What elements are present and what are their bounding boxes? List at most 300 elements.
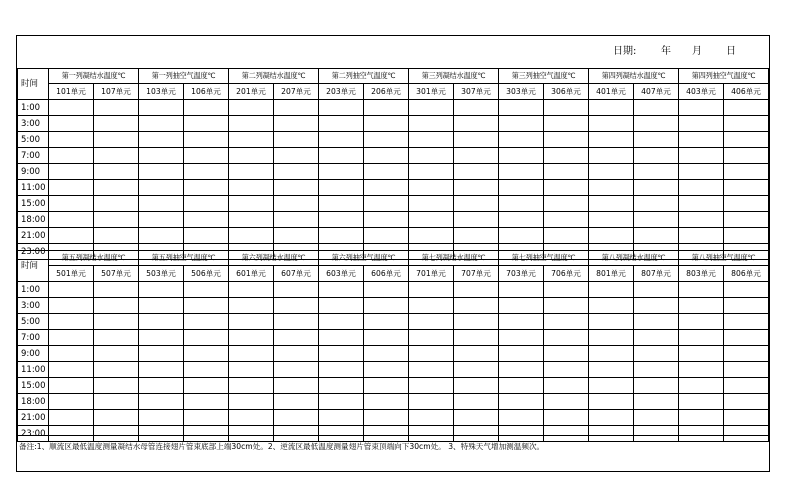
temperature-entry-cell[interactable] bbox=[499, 148, 544, 164]
temperature-entry-cell[interactable] bbox=[319, 180, 364, 196]
temperature-entry-cell[interactable] bbox=[184, 180, 229, 196]
temperature-entry-cell[interactable] bbox=[409, 148, 454, 164]
temperature-entry-cell[interactable] bbox=[544, 116, 589, 132]
temperature-entry-cell[interactable] bbox=[724, 148, 769, 164]
temperature-entry-cell[interactable] bbox=[364, 148, 409, 164]
temperature-entry-cell[interactable] bbox=[229, 116, 274, 132]
temperature-entry-cell[interactable] bbox=[229, 212, 274, 228]
temperature-entry-cell[interactable] bbox=[184, 164, 229, 180]
temperature-entry-cell[interactable] bbox=[229, 330, 274, 346]
temperature-entry-cell[interactable] bbox=[319, 346, 364, 362]
temperature-entry-cell[interactable] bbox=[544, 148, 589, 164]
temperature-entry-cell[interactable] bbox=[589, 362, 634, 378]
temperature-entry-cell[interactable] bbox=[184, 100, 229, 116]
temperature-entry-cell[interactable] bbox=[679, 282, 724, 298]
temperature-entry-cell[interactable] bbox=[49, 362, 94, 378]
temperature-entry-cell[interactable] bbox=[499, 212, 544, 228]
temperature-entry-cell[interactable] bbox=[184, 346, 229, 362]
temperature-entry-cell[interactable] bbox=[409, 298, 454, 314]
temperature-entry-cell[interactable] bbox=[229, 132, 274, 148]
temperature-entry-cell[interactable] bbox=[49, 196, 94, 212]
temperature-entry-cell[interactable] bbox=[679, 212, 724, 228]
temperature-entry-cell[interactable] bbox=[589, 330, 634, 346]
temperature-entry-cell[interactable] bbox=[94, 298, 139, 314]
temperature-entry-cell[interactable] bbox=[409, 228, 454, 244]
temperature-entry-cell[interactable] bbox=[184, 132, 229, 148]
temperature-entry-cell[interactable] bbox=[634, 212, 679, 228]
time-cell: 9:00 bbox=[18, 164, 49, 180]
temperature-entry-cell[interactable] bbox=[679, 180, 724, 196]
temperature-entry-cell[interactable] bbox=[454, 116, 499, 132]
temperature-entry-cell[interactable] bbox=[94, 378, 139, 394]
temperature-entry-cell[interactable] bbox=[274, 330, 319, 346]
temperature-entry-cell[interactable] bbox=[409, 314, 454, 330]
temperature-entry-cell[interactable] bbox=[544, 378, 589, 394]
temperature-entry-cell[interactable] bbox=[589, 346, 634, 362]
temperature-entry-cell[interactable] bbox=[319, 164, 364, 180]
temperature-entry-cell[interactable] bbox=[364, 132, 409, 148]
temperature-entry-cell[interactable] bbox=[94, 100, 139, 116]
temperature-entry-cell[interactable] bbox=[229, 100, 274, 116]
temperature-entry-cell[interactable] bbox=[139, 212, 184, 228]
temperature-entry-cell[interactable] bbox=[589, 298, 634, 314]
temperature-entry-cell[interactable] bbox=[454, 410, 499, 426]
temperature-entry-cell[interactable] bbox=[499, 100, 544, 116]
temperature-entry-cell[interactable] bbox=[274, 196, 319, 212]
temperature-entry-cell[interactable] bbox=[274, 180, 319, 196]
temperature-entry-cell[interactable] bbox=[139, 164, 184, 180]
temperature-entry-cell[interactable] bbox=[49, 132, 94, 148]
temperature-entry-cell[interactable] bbox=[139, 362, 184, 378]
temperature-entry-cell[interactable] bbox=[94, 362, 139, 378]
temperature-entry-cell[interactable] bbox=[589, 282, 634, 298]
temperature-entry-cell[interactable] bbox=[544, 100, 589, 116]
time-cell: 5:00 bbox=[18, 132, 49, 148]
temperature-entry-cell[interactable] bbox=[274, 346, 319, 362]
temperature-entry-cell[interactable] bbox=[679, 410, 724, 426]
temperature-entry-cell[interactable] bbox=[409, 116, 454, 132]
temperature-entry-cell[interactable] bbox=[499, 196, 544, 212]
temperature-entry-cell[interactable] bbox=[184, 410, 229, 426]
temperature-entry-cell[interactable] bbox=[49, 410, 94, 426]
temperature-entry-cell[interactable] bbox=[274, 148, 319, 164]
temperature-entry-cell[interactable] bbox=[94, 116, 139, 132]
temperature-entry-cell[interactable] bbox=[679, 346, 724, 362]
temperature-entry-cell[interactable] bbox=[454, 314, 499, 330]
temperature-entry-cell[interactable] bbox=[634, 298, 679, 314]
temperature-entry-cell[interactable] bbox=[184, 282, 229, 298]
temperature-entry-cell[interactable] bbox=[499, 282, 544, 298]
temperature-entry-cell[interactable] bbox=[634, 116, 679, 132]
temperature-entry-cell[interactable] bbox=[724, 394, 769, 410]
temperature-entry-cell[interactable] bbox=[94, 164, 139, 180]
temperature-entry-cell[interactable] bbox=[364, 196, 409, 212]
temperature-entry-cell[interactable] bbox=[184, 378, 229, 394]
temperature-entry-cell[interactable] bbox=[139, 314, 184, 330]
temperature-entry-cell[interactable] bbox=[589, 148, 634, 164]
temperature-entry-cell[interactable] bbox=[49, 298, 94, 314]
temperature-entry-cell[interactable] bbox=[49, 314, 94, 330]
temperature-entry-cell[interactable] bbox=[49, 148, 94, 164]
temperature-entry-cell[interactable] bbox=[634, 148, 679, 164]
temperature-entry-cell[interactable] bbox=[94, 314, 139, 330]
temperature-entry-cell[interactable] bbox=[229, 148, 274, 164]
temperature-entry-cell[interactable] bbox=[724, 330, 769, 346]
temperature-entry-cell[interactable] bbox=[49, 100, 94, 116]
temperature-entry-cell[interactable] bbox=[589, 164, 634, 180]
temperature-entry-cell[interactable] bbox=[184, 116, 229, 132]
temperature-entry-cell[interactable] bbox=[499, 228, 544, 244]
temperature-entry-cell[interactable] bbox=[229, 410, 274, 426]
temperature-entry-cell[interactable] bbox=[94, 196, 139, 212]
temperature-entry-cell[interactable] bbox=[454, 282, 499, 298]
temperature-entry-cell[interactable] bbox=[544, 394, 589, 410]
temperature-entry-cell[interactable] bbox=[139, 282, 184, 298]
temperature-entry-cell[interactable] bbox=[454, 164, 499, 180]
temperature-entry-cell[interactable] bbox=[94, 212, 139, 228]
temperature-entry-cell[interactable] bbox=[409, 132, 454, 148]
temperature-entry-cell[interactable] bbox=[94, 180, 139, 196]
temperature-entry-cell[interactable] bbox=[499, 394, 544, 410]
temperature-entry-cell[interactable] bbox=[409, 196, 454, 212]
temperature-entry-cell[interactable] bbox=[409, 410, 454, 426]
temperature-entry-cell[interactable] bbox=[184, 314, 229, 330]
temperature-entry-cell[interactable] bbox=[724, 100, 769, 116]
temperature-entry-cell[interactable] bbox=[229, 282, 274, 298]
temperature-entry-cell[interactable] bbox=[229, 362, 274, 378]
temperature-entry-cell[interactable] bbox=[589, 180, 634, 196]
temperature-entry-cell[interactable] bbox=[634, 180, 679, 196]
temperature-entry-cell[interactable] bbox=[274, 362, 319, 378]
temperature-entry-cell[interactable] bbox=[319, 116, 364, 132]
temperature-entry-cell[interactable] bbox=[184, 148, 229, 164]
temperature-entry-cell[interactable] bbox=[679, 148, 724, 164]
temperature-entry-cell[interactable] bbox=[634, 362, 679, 378]
temperature-entry-cell[interactable] bbox=[679, 314, 724, 330]
temperature-entry-cell[interactable] bbox=[409, 394, 454, 410]
temperature-entry-cell[interactable] bbox=[679, 394, 724, 410]
temperature-entry-cell[interactable] bbox=[319, 362, 364, 378]
temperature-entry-cell[interactable] bbox=[634, 228, 679, 244]
temperature-entry-cell[interactable] bbox=[184, 394, 229, 410]
temperature-entry-cell[interactable] bbox=[139, 346, 184, 362]
time-cell: 5:00 bbox=[18, 314, 49, 330]
temperature-entry-cell[interactable] bbox=[454, 212, 499, 228]
temperature-entry-cell[interactable] bbox=[634, 330, 679, 346]
temperature-entry-cell[interactable] bbox=[634, 314, 679, 330]
temperature-entry-cell[interactable] bbox=[679, 228, 724, 244]
temperature-entry-cell[interactable] bbox=[544, 330, 589, 346]
temperature-entry-cell[interactable] bbox=[544, 196, 589, 212]
unit-header: 207单元 bbox=[274, 84, 319, 100]
temperature-entry-cell[interactable] bbox=[319, 410, 364, 426]
temperature-entry-cell[interactable] bbox=[679, 196, 724, 212]
temperature-entry-cell[interactable] bbox=[184, 196, 229, 212]
temperature-entry-cell[interactable] bbox=[409, 282, 454, 298]
temperature-entry-cell[interactable] bbox=[49, 394, 94, 410]
group-header: 第五列抽空气温度℃ bbox=[139, 251, 229, 266]
temperature-entry-cell[interactable] bbox=[589, 116, 634, 132]
temperature-entry-cell[interactable] bbox=[679, 132, 724, 148]
temperature-entry-cell[interactable] bbox=[544, 282, 589, 298]
temperature-entry-cell[interactable] bbox=[544, 346, 589, 362]
temperature-entry-cell[interactable] bbox=[454, 196, 499, 212]
temperature-entry-cell[interactable] bbox=[634, 346, 679, 362]
temperature-entry-cell[interactable] bbox=[274, 116, 319, 132]
temperature-entry-cell[interactable] bbox=[139, 410, 184, 426]
temperature-entry-cell[interactable] bbox=[724, 298, 769, 314]
temperature-entry-cell[interactable] bbox=[274, 164, 319, 180]
group-header-row bbox=[18, 69, 769, 84]
temperature-entry-cell[interactable] bbox=[724, 362, 769, 378]
temperature-entry-cell[interactable] bbox=[589, 132, 634, 148]
temperature-entry-cell[interactable] bbox=[499, 164, 544, 180]
temperature-entry-cell[interactable] bbox=[364, 100, 409, 116]
temperature-entry-cell[interactable] bbox=[454, 378, 499, 394]
temperature-entry-cell[interactable] bbox=[634, 378, 679, 394]
temperature-entry-cell[interactable] bbox=[184, 228, 229, 244]
temperature-entry-cell[interactable] bbox=[319, 196, 364, 212]
temperature-entry-cell[interactable] bbox=[409, 164, 454, 180]
temperature-entry-cell[interactable] bbox=[229, 298, 274, 314]
temperature-entry-cell[interactable] bbox=[454, 346, 499, 362]
temperature-entry-cell[interactable] bbox=[634, 394, 679, 410]
temperature-entry-cell[interactable] bbox=[139, 298, 184, 314]
temperature-entry-cell[interactable] bbox=[139, 378, 184, 394]
temperature-entry-cell[interactable] bbox=[499, 180, 544, 196]
temperature-entry-cell[interactable] bbox=[319, 314, 364, 330]
temperature-entry-cell[interactable] bbox=[319, 394, 364, 410]
temperature-entry-cell[interactable] bbox=[544, 228, 589, 244]
temperature-entry-cell[interactable] bbox=[364, 180, 409, 196]
temperature-entry-cell[interactable] bbox=[139, 228, 184, 244]
temperature-entry-cell[interactable] bbox=[724, 164, 769, 180]
temperature-entry-cell[interactable] bbox=[364, 298, 409, 314]
temperature-entry-cell[interactable] bbox=[454, 394, 499, 410]
temperature-entry-cell[interactable] bbox=[589, 378, 634, 394]
temperature-entry-cell[interactable] bbox=[274, 228, 319, 244]
temperature-entry-cell[interactable] bbox=[274, 282, 319, 298]
temperature-entry-cell[interactable] bbox=[274, 212, 319, 228]
temperature-entry-cell[interactable] bbox=[229, 346, 274, 362]
temperature-entry-cell[interactable] bbox=[454, 180, 499, 196]
temperature-entry-cell[interactable] bbox=[139, 132, 184, 148]
temperature-entry-cell[interactable] bbox=[364, 282, 409, 298]
temperature-entry-cell[interactable] bbox=[724, 132, 769, 148]
temperature-entry-cell[interactable] bbox=[409, 180, 454, 196]
temperature-entry-cell[interactable] bbox=[499, 132, 544, 148]
temperature-entry-cell[interactable] bbox=[409, 330, 454, 346]
temperature-entry-cell[interactable] bbox=[319, 330, 364, 346]
group-header: 第七列抽空气温度℃ bbox=[499, 251, 589, 266]
temperature-entry-cell[interactable] bbox=[94, 132, 139, 148]
temperature-entry-cell[interactable] bbox=[589, 196, 634, 212]
temperature-entry-cell[interactable] bbox=[364, 330, 409, 346]
temperature-entry-cell[interactable] bbox=[589, 228, 634, 244]
temperature-entry-cell[interactable] bbox=[634, 196, 679, 212]
temperature-entry-cell[interactable] bbox=[274, 410, 319, 426]
temperature-entry-cell[interactable] bbox=[94, 394, 139, 410]
temperature-entry-cell[interactable] bbox=[544, 314, 589, 330]
temperature-entry-cell[interactable] bbox=[679, 330, 724, 346]
temperature-entry-cell[interactable] bbox=[139, 116, 184, 132]
group-header: 第四列凝结水温度℃ bbox=[589, 69, 679, 84]
temperature-entry-cell[interactable] bbox=[544, 180, 589, 196]
temperature-entry-cell[interactable] bbox=[94, 330, 139, 346]
temperature-entry-cell[interactable] bbox=[229, 196, 274, 212]
temperature-entry-cell[interactable] bbox=[679, 100, 724, 116]
temperature-entry-cell[interactable] bbox=[229, 394, 274, 410]
temperature-entry-cell[interactable] bbox=[634, 164, 679, 180]
temperature-entry-cell[interactable] bbox=[274, 314, 319, 330]
temperature-entry-cell[interactable] bbox=[499, 410, 544, 426]
temperature-entry-cell[interactable] bbox=[454, 148, 499, 164]
temperature-entry-cell[interactable] bbox=[589, 100, 634, 116]
temperature-entry-cell[interactable] bbox=[499, 362, 544, 378]
temperature-entry-cell[interactable] bbox=[724, 116, 769, 132]
temperature-entry-cell[interactable] bbox=[49, 228, 94, 244]
temperature-entry-cell[interactable] bbox=[589, 212, 634, 228]
temperature-entry-cell[interactable] bbox=[454, 330, 499, 346]
temperature-entry-cell[interactable] bbox=[319, 228, 364, 244]
temperature-entry-cell[interactable] bbox=[454, 298, 499, 314]
temperature-entry-cell[interactable] bbox=[409, 212, 454, 228]
temperature-entry-cell[interactable] bbox=[364, 228, 409, 244]
temperature-entry-cell[interactable] bbox=[274, 100, 319, 116]
temperature-entry-cell[interactable] bbox=[319, 100, 364, 116]
temperature-entry-cell[interactable] bbox=[319, 378, 364, 394]
table-row bbox=[18, 132, 769, 148]
temperature-entry-cell[interactable] bbox=[274, 394, 319, 410]
temperature-entry-cell[interactable] bbox=[184, 212, 229, 228]
temperature-entry-cell[interactable] bbox=[49, 212, 94, 228]
temperature-entry-cell[interactable] bbox=[409, 378, 454, 394]
temperature-entry-cell[interactable] bbox=[94, 346, 139, 362]
temperature-entry-cell[interactable] bbox=[49, 378, 94, 394]
temperature-entry-cell[interactable] bbox=[229, 378, 274, 394]
temperature-entry-cell[interactable] bbox=[679, 362, 724, 378]
temperature-entry-cell[interactable] bbox=[544, 362, 589, 378]
temperature-entry-cell[interactable] bbox=[49, 282, 94, 298]
temperature-entry-cell[interactable] bbox=[679, 164, 724, 180]
temperature-entry-cell[interactable] bbox=[499, 346, 544, 362]
temperature-entry-cell[interactable] bbox=[94, 282, 139, 298]
temperature-entry-cell[interactable] bbox=[454, 362, 499, 378]
temperature-entry-cell[interactable] bbox=[454, 132, 499, 148]
temperature-entry-cell[interactable] bbox=[49, 330, 94, 346]
temperature-entry-cell[interactable] bbox=[319, 148, 364, 164]
temperature-entry-cell[interactable] bbox=[409, 100, 454, 116]
temperature-entry-cell[interactable] bbox=[724, 282, 769, 298]
temperature-entry-cell[interactable] bbox=[364, 314, 409, 330]
temperature-entry-cell[interactable] bbox=[229, 180, 274, 196]
temperature-entry-cell[interactable] bbox=[544, 410, 589, 426]
temperature-entry-cell[interactable] bbox=[94, 148, 139, 164]
temperature-entry-cell[interactable] bbox=[409, 346, 454, 362]
temperature-entry-cell[interactable] bbox=[139, 100, 184, 116]
temperature-entry-cell[interactable] bbox=[679, 116, 724, 132]
temperature-entry-cell[interactable] bbox=[544, 298, 589, 314]
temperature-entry-cell[interactable] bbox=[499, 378, 544, 394]
temperature-entry-cell[interactable] bbox=[589, 314, 634, 330]
temperature-entry-cell[interactable] bbox=[364, 212, 409, 228]
temperature-entry-cell[interactable] bbox=[364, 362, 409, 378]
temperature-entry-cell[interactable] bbox=[634, 100, 679, 116]
temperature-entry-cell[interactable] bbox=[454, 228, 499, 244]
temperature-entry-cell[interactable] bbox=[634, 410, 679, 426]
temperature-entry-cell[interactable] bbox=[499, 298, 544, 314]
temperature-entry-cell[interactable] bbox=[724, 346, 769, 362]
temperature-entry-cell[interactable] bbox=[544, 164, 589, 180]
temperature-entry-cell[interactable] bbox=[49, 180, 94, 196]
temperature-entry-cell[interactable] bbox=[319, 132, 364, 148]
temperature-entry-cell[interactable] bbox=[184, 362, 229, 378]
temperature-entry-cell[interactable] bbox=[139, 196, 184, 212]
temperature-entry-cell[interactable] bbox=[139, 180, 184, 196]
temperature-entry-cell[interactable] bbox=[274, 298, 319, 314]
temperature-entry-cell[interactable] bbox=[589, 410, 634, 426]
temperature-entry-cell[interactable] bbox=[274, 378, 319, 394]
temperature-entry-cell[interactable] bbox=[724, 212, 769, 228]
temperature-entry-cell[interactable] bbox=[724, 410, 769, 426]
temperature-entry-cell[interactable] bbox=[274, 132, 319, 148]
temperature-entry-cell[interactable] bbox=[724, 196, 769, 212]
temperature-entry-cell[interactable] bbox=[454, 100, 499, 116]
temperature-entry-cell[interactable] bbox=[364, 410, 409, 426]
temperature-entry-cell[interactable] bbox=[499, 330, 544, 346]
temperature-entry-cell[interactable] bbox=[139, 394, 184, 410]
temperature-entry-cell[interactable] bbox=[724, 314, 769, 330]
temperature-entry-cell[interactable] bbox=[409, 362, 454, 378]
temperature-entry-cell[interactable] bbox=[364, 394, 409, 410]
temperature-entry-cell[interactable] bbox=[139, 148, 184, 164]
temperature-entry-cell[interactable] bbox=[49, 164, 94, 180]
group-header: 第一列抽空气温度℃ bbox=[139, 69, 229, 84]
temperature-entry-cell[interactable] bbox=[184, 298, 229, 314]
temperature-entry-cell[interactable] bbox=[544, 212, 589, 228]
temperature-entry-cell[interactable] bbox=[544, 132, 589, 148]
temperature-entry-cell[interactable] bbox=[319, 282, 364, 298]
temperature-entry-cell[interactable] bbox=[724, 180, 769, 196]
temperature-entry-cell[interactable] bbox=[589, 394, 634, 410]
temperature-entry-cell[interactable] bbox=[139, 330, 184, 346]
temperature-entry-cell[interactable] bbox=[724, 378, 769, 394]
temperature-entry-cell[interactable] bbox=[364, 346, 409, 362]
time-cell: 23:00 bbox=[18, 426, 49, 442]
temperature-entry-cell[interactable] bbox=[94, 228, 139, 244]
temperature-entry-cell[interactable] bbox=[679, 378, 724, 394]
temperature-entry-cell[interactable] bbox=[364, 116, 409, 132]
temperature-entry-cell[interactable] bbox=[319, 212, 364, 228]
temperature-entry-cell[interactable] bbox=[49, 116, 94, 132]
temperature-entry-cell[interactable] bbox=[499, 116, 544, 132]
temperature-entry-cell[interactable] bbox=[229, 228, 274, 244]
temperature-entry-cell[interactable] bbox=[634, 282, 679, 298]
temperature-entry-cell[interactable] bbox=[229, 164, 274, 180]
temperature-entry-cell[interactable] bbox=[679, 298, 724, 314]
temperature-entry-cell[interactable] bbox=[364, 164, 409, 180]
temperature-entry-cell[interactable] bbox=[724, 228, 769, 244]
temperature-entry-cell[interactable] bbox=[634, 132, 679, 148]
temperature-entry-cell[interactable] bbox=[184, 330, 229, 346]
table-row bbox=[18, 212, 769, 228]
temperature-entry-cell[interactable] bbox=[229, 314, 274, 330]
temperature-entry-cell[interactable] bbox=[49, 346, 94, 362]
temperature-entry-cell[interactable] bbox=[319, 298, 364, 314]
temperature-entry-cell[interactable] bbox=[94, 410, 139, 426]
temperature-entry-cell[interactable] bbox=[499, 314, 544, 330]
temperature-entry-cell[interactable] bbox=[364, 378, 409, 394]
